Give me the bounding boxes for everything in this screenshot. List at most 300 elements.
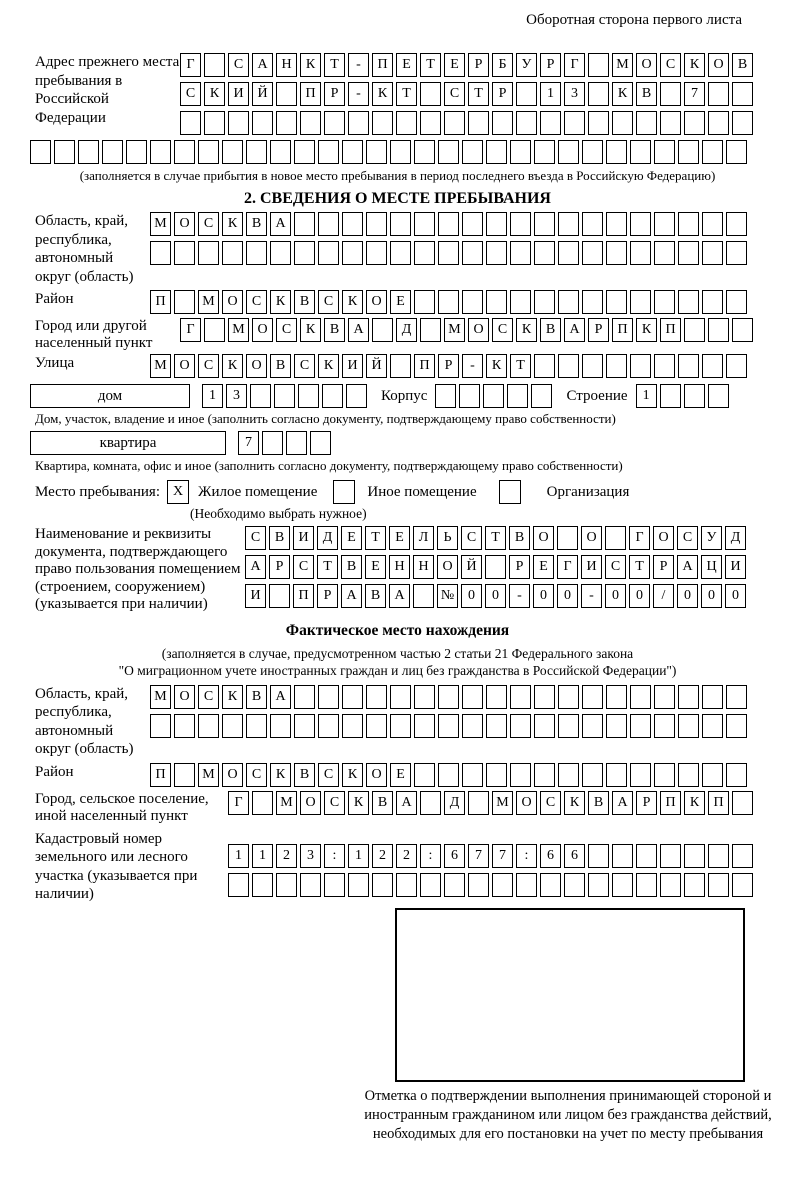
char-cell[interactable] xyxy=(486,714,507,738)
char-cell[interactable] xyxy=(252,791,273,815)
char-cell[interactable] xyxy=(462,685,483,709)
char-cell[interactable] xyxy=(534,212,555,236)
char-cell[interactable]: С xyxy=(198,685,219,709)
char-cell[interactable] xyxy=(126,140,147,164)
char-cell[interactable] xyxy=(54,140,75,164)
char-cell[interactable]: Е xyxy=(533,555,554,579)
char-cell[interactable]: У xyxy=(516,53,537,77)
char-cell[interactable]: 0 xyxy=(605,584,626,608)
char-cell[interactable]: Р xyxy=(269,555,290,579)
char-cell[interactable] xyxy=(270,140,291,164)
char-cell[interactable] xyxy=(510,290,531,314)
char-cell[interactable]: Р xyxy=(324,82,345,106)
char-cell[interactable] xyxy=(468,791,489,815)
char-cell[interactable]: В xyxy=(509,526,530,550)
char-cell[interactable]: М xyxy=(228,318,249,342)
char-cell[interactable] xyxy=(198,241,219,265)
char-cell[interactable]: А xyxy=(348,318,369,342)
char-cell[interactable] xyxy=(606,354,627,378)
char-cell[interactable] xyxy=(540,111,561,135)
char-cell[interactable]: С xyxy=(198,212,219,236)
char-cell[interactable] xyxy=(468,873,489,897)
char-cell[interactable]: Е xyxy=(396,53,417,77)
char-cell[interactable]: 0 xyxy=(677,584,698,608)
char-cell[interactable]: С xyxy=(276,318,297,342)
char-cell[interactable]: Т xyxy=(365,526,386,550)
char-cell[interactable] xyxy=(534,354,555,378)
char-cell[interactable]: Т xyxy=(396,82,417,106)
char-cell[interactable] xyxy=(534,241,555,265)
char-cell[interactable] xyxy=(486,212,507,236)
char-cell[interactable]: С xyxy=(444,82,465,106)
char-cell[interactable] xyxy=(558,140,579,164)
char-cell[interactable]: Ц xyxy=(701,555,722,579)
char-cell[interactable] xyxy=(654,763,675,787)
char-cell[interactable]: О xyxy=(174,354,195,378)
char-cell[interactable]: В xyxy=(588,791,609,815)
char-cell[interactable] xyxy=(510,714,531,738)
char-cell[interactable]: 0 xyxy=(485,584,506,608)
char-cell[interactable]: Р xyxy=(636,791,657,815)
char-cell[interactable]: Р xyxy=(492,82,513,106)
char-cell[interactable] xyxy=(342,140,363,164)
char-cell[interactable]: Р xyxy=(540,53,561,77)
char-cell[interactable] xyxy=(630,140,651,164)
char-cell[interactable] xyxy=(444,111,465,135)
char-cell[interactable] xyxy=(438,212,459,236)
char-cell[interactable] xyxy=(294,714,315,738)
char-cell[interactable] xyxy=(708,111,729,135)
char-cell[interactable] xyxy=(588,844,609,868)
char-cell[interactable] xyxy=(396,873,417,897)
char-cell[interactable]: 0 xyxy=(629,584,650,608)
char-cell[interactable] xyxy=(228,873,249,897)
char-cell[interactable]: П xyxy=(660,791,681,815)
char-cell[interactable] xyxy=(684,318,705,342)
char-cell[interactable]: А xyxy=(270,212,291,236)
char-cell[interactable] xyxy=(276,82,297,106)
char-cell[interactable] xyxy=(462,714,483,738)
char-cell[interactable]: И xyxy=(342,354,363,378)
char-cell[interactable]: 1 xyxy=(636,384,657,408)
char-cell[interactable] xyxy=(582,140,603,164)
char-cell[interactable] xyxy=(531,384,552,408)
char-cell[interactable]: У xyxy=(701,526,722,550)
char-cell[interactable]: А xyxy=(270,685,291,709)
char-cell[interactable] xyxy=(678,763,699,787)
char-cell[interactable]: Т xyxy=(510,354,531,378)
char-cell[interactable] xyxy=(390,354,411,378)
char-cell[interactable] xyxy=(322,384,343,408)
char-cell[interactable] xyxy=(252,873,273,897)
char-cell[interactable] xyxy=(636,844,657,868)
char-cell[interactable] xyxy=(654,212,675,236)
char-cell[interactable] xyxy=(702,290,723,314)
char-cell[interactable] xyxy=(204,53,225,77)
char-cell[interactable] xyxy=(606,140,627,164)
char-cell[interactable] xyxy=(276,873,297,897)
char-cell[interactable] xyxy=(534,714,555,738)
char-cell[interactable]: Н xyxy=(413,555,434,579)
char-cell[interactable] xyxy=(483,384,504,408)
char-cell[interactable] xyxy=(678,685,699,709)
char-cell[interactable]: С xyxy=(246,290,267,314)
char-cell[interactable]: П xyxy=(708,791,729,815)
char-cell[interactable]: - xyxy=(581,584,602,608)
char-cell[interactable] xyxy=(342,241,363,265)
char-cell[interactable] xyxy=(438,714,459,738)
char-cell[interactable]: В xyxy=(372,791,393,815)
char-cell[interactable] xyxy=(726,763,747,787)
char-cell[interactable]: О xyxy=(222,290,243,314)
char-cell[interactable] xyxy=(678,354,699,378)
char-cell[interactable] xyxy=(732,791,753,815)
char-cell[interactable] xyxy=(222,241,243,265)
char-cell[interactable]: П xyxy=(150,290,171,314)
char-cell[interactable] xyxy=(438,763,459,787)
char-cell[interactable] xyxy=(684,384,705,408)
char-cell[interactable]: К xyxy=(342,290,363,314)
char-cell[interactable]: П xyxy=(293,584,314,608)
char-cell[interactable] xyxy=(606,714,627,738)
char-cell[interactable]: С xyxy=(228,53,249,77)
char-cell[interactable]: О xyxy=(252,318,273,342)
char-cell[interactable]: А xyxy=(245,555,266,579)
char-cell[interactable]: К xyxy=(204,82,225,106)
char-cell[interactable] xyxy=(582,354,603,378)
char-cell[interactable] xyxy=(174,140,195,164)
char-cell[interactable]: О xyxy=(636,53,657,77)
char-cell[interactable]: И xyxy=(293,526,314,550)
char-cell[interactable]: : xyxy=(420,844,441,868)
char-cell[interactable] xyxy=(222,714,243,738)
char-cell[interactable]: 0 xyxy=(701,584,722,608)
char-cell[interactable]: Т xyxy=(324,53,345,77)
char-cell[interactable] xyxy=(702,354,723,378)
char-cell[interactable] xyxy=(708,384,729,408)
char-cell[interactable]: К xyxy=(348,791,369,815)
char-cell[interactable] xyxy=(390,241,411,265)
char-cell[interactable] xyxy=(318,140,339,164)
char-cell[interactable] xyxy=(588,53,609,77)
char-cell[interactable]: / xyxy=(653,584,674,608)
char-cell[interactable] xyxy=(246,714,267,738)
char-cell[interactable]: № xyxy=(437,584,458,608)
char-cell[interactable] xyxy=(420,82,441,106)
char-cell[interactable] xyxy=(270,241,291,265)
char-cell[interactable]: П xyxy=(612,318,633,342)
char-cell[interactable] xyxy=(390,212,411,236)
char-cell[interactable] xyxy=(660,384,681,408)
char-cell[interactable]: В xyxy=(365,584,386,608)
char-cell[interactable] xyxy=(102,140,123,164)
char-cell[interactable]: Т xyxy=(420,53,441,77)
char-cell[interactable] xyxy=(582,212,603,236)
char-cell[interactable] xyxy=(630,685,651,709)
char-cell[interactable] xyxy=(342,714,363,738)
char-cell[interactable]: 6 xyxy=(540,844,561,868)
char-cell[interactable]: Г xyxy=(629,526,650,550)
char-cell[interactable]: К xyxy=(300,53,321,77)
char-cell[interactable]: И xyxy=(581,555,602,579)
char-cell[interactable] xyxy=(246,241,267,265)
char-cell[interactable]: : xyxy=(516,844,537,868)
char-cell[interactable]: К xyxy=(684,53,705,77)
char-cell[interactable] xyxy=(420,873,441,897)
char-cell[interactable]: Е xyxy=(341,526,362,550)
char-cell[interactable]: 7 xyxy=(684,82,705,106)
char-cell[interactable]: Е xyxy=(444,53,465,77)
char-cell[interactable]: С xyxy=(294,354,315,378)
char-cell[interactable]: 3 xyxy=(300,844,321,868)
char-cell[interactable]: П xyxy=(300,82,321,106)
char-cell[interactable]: А xyxy=(564,318,585,342)
char-cell[interactable] xyxy=(420,111,441,135)
char-cell[interactable] xyxy=(726,140,747,164)
char-cell[interactable]: Р xyxy=(509,555,530,579)
char-cell[interactable]: Н xyxy=(276,53,297,77)
char-cell[interactable] xyxy=(294,241,315,265)
char-cell[interactable] xyxy=(414,763,435,787)
char-cell[interactable]: К xyxy=(372,82,393,106)
char-cell[interactable]: А xyxy=(396,791,417,815)
char-cell[interactable] xyxy=(564,873,585,897)
char-cell[interactable] xyxy=(606,685,627,709)
char-cell[interactable] xyxy=(702,140,723,164)
char-cell[interactable] xyxy=(310,431,331,455)
char-cell[interactable] xyxy=(678,212,699,236)
char-cell[interactable] xyxy=(438,685,459,709)
char-cell[interactable] xyxy=(390,685,411,709)
char-cell[interactable]: К xyxy=(270,290,291,314)
char-cell[interactable] xyxy=(372,318,393,342)
char-cell[interactable]: В xyxy=(246,212,267,236)
char-cell[interactable]: Г xyxy=(228,791,249,815)
char-cell[interactable] xyxy=(534,685,555,709)
char-cell[interactable] xyxy=(252,111,273,135)
char-cell[interactable] xyxy=(510,685,531,709)
char-cell[interactable]: Р xyxy=(317,584,338,608)
char-cell[interactable]: К xyxy=(636,318,657,342)
char-cell[interactable] xyxy=(606,212,627,236)
char-cell[interactable] xyxy=(372,873,393,897)
char-cell[interactable] xyxy=(708,873,729,897)
char-cell[interactable]: А xyxy=(252,53,273,77)
char-cell[interactable]: В xyxy=(732,53,753,77)
char-cell[interactable]: К xyxy=(486,354,507,378)
char-cell[interactable] xyxy=(366,212,387,236)
char-cell[interactable] xyxy=(486,140,507,164)
char-cell[interactable] xyxy=(492,111,513,135)
char-cell[interactable] xyxy=(486,763,507,787)
char-cell[interactable]: О xyxy=(581,526,602,550)
char-cell[interactable] xyxy=(702,212,723,236)
char-cell[interactable] xyxy=(342,685,363,709)
char-cell[interactable]: Т xyxy=(317,555,338,579)
char-cell[interactable] xyxy=(630,290,651,314)
char-cell[interactable] xyxy=(636,873,657,897)
char-cell[interactable]: К xyxy=(516,318,537,342)
char-cell[interactable] xyxy=(588,82,609,106)
char-cell[interactable] xyxy=(438,241,459,265)
char-cell[interactable] xyxy=(462,212,483,236)
char-cell[interactable]: В xyxy=(269,526,290,550)
char-cell[interactable]: М xyxy=(276,791,297,815)
char-cell[interactable]: 2 xyxy=(396,844,417,868)
char-cell[interactable]: О xyxy=(468,318,489,342)
char-cell[interactable] xyxy=(606,290,627,314)
char-cell[interactable]: Й xyxy=(366,354,387,378)
char-cell[interactable]: Е xyxy=(389,526,410,550)
char-cell[interactable]: 7 xyxy=(238,431,259,455)
char-cell[interactable] xyxy=(366,140,387,164)
char-cell[interactable]: Т xyxy=(629,555,650,579)
char-cell[interactable] xyxy=(684,844,705,868)
char-cell[interactable]: С xyxy=(660,53,681,77)
char-cell[interactable]: Г xyxy=(180,318,201,342)
char-cell[interactable] xyxy=(390,140,411,164)
char-cell[interactable] xyxy=(630,212,651,236)
char-cell[interactable] xyxy=(654,354,675,378)
char-cell[interactable]: Д xyxy=(317,526,338,550)
char-cell[interactable] xyxy=(678,290,699,314)
char-cell[interactable] xyxy=(702,685,723,709)
char-cell[interactable] xyxy=(558,354,579,378)
char-cell[interactable] xyxy=(366,714,387,738)
char-cell[interactable] xyxy=(534,140,555,164)
checkbox-dwelling[interactable]: X xyxy=(167,480,189,504)
char-cell[interactable]: О xyxy=(533,526,554,550)
char-cell[interactable] xyxy=(420,791,441,815)
char-cell[interactable]: А xyxy=(341,584,362,608)
char-cell[interactable] xyxy=(557,526,578,550)
char-cell[interactable]: Б xyxy=(492,53,513,77)
char-cell[interactable] xyxy=(684,873,705,897)
char-cell[interactable]: Н xyxy=(389,555,410,579)
char-cell[interactable] xyxy=(732,111,753,135)
char-cell[interactable]: Д xyxy=(444,791,465,815)
char-cell[interactable] xyxy=(630,714,651,738)
char-cell[interactable] xyxy=(558,685,579,709)
char-cell[interactable]: С xyxy=(246,763,267,787)
char-cell[interactable] xyxy=(414,241,435,265)
char-cell[interactable] xyxy=(462,241,483,265)
char-cell[interactable]: О xyxy=(437,555,458,579)
char-cell[interactable] xyxy=(318,212,339,236)
char-cell[interactable]: О xyxy=(516,791,537,815)
char-cell[interactable] xyxy=(654,140,675,164)
char-cell[interactable]: М xyxy=(150,354,171,378)
char-cell[interactable]: П xyxy=(414,354,435,378)
char-cell[interactable] xyxy=(222,140,243,164)
char-cell[interactable]: И xyxy=(725,555,746,579)
char-cell[interactable]: Г xyxy=(180,53,201,77)
char-cell[interactable]: К xyxy=(318,354,339,378)
char-cell[interactable] xyxy=(468,111,489,135)
char-cell[interactable]: 7 xyxy=(468,844,489,868)
char-cell[interactable] xyxy=(702,714,723,738)
char-cell[interactable]: К xyxy=(342,763,363,787)
char-cell[interactable] xyxy=(534,290,555,314)
char-cell[interactable] xyxy=(390,714,411,738)
char-cell[interactable]: - xyxy=(348,53,369,77)
char-cell[interactable] xyxy=(726,714,747,738)
char-cell[interactable]: В xyxy=(270,354,291,378)
char-cell[interactable]: М xyxy=(612,53,633,77)
char-cell[interactable] xyxy=(318,241,339,265)
char-cell[interactable] xyxy=(612,844,633,868)
checkbox-organization[interactable] xyxy=(499,480,521,504)
char-cell[interactable] xyxy=(414,290,435,314)
char-cell[interactable]: Р xyxy=(653,555,674,579)
char-cell[interactable] xyxy=(564,111,585,135)
char-cell[interactable]: 1 xyxy=(252,844,273,868)
char-cell[interactable]: С xyxy=(198,354,219,378)
char-cell[interactable]: О xyxy=(653,526,674,550)
char-cell[interactable]: П xyxy=(150,763,171,787)
char-cell[interactable]: Л xyxy=(413,526,434,550)
char-cell[interactable]: К xyxy=(222,354,243,378)
char-cell[interactable] xyxy=(654,714,675,738)
char-cell[interactable] xyxy=(250,384,271,408)
char-cell[interactable] xyxy=(204,318,225,342)
char-cell[interactable] xyxy=(510,241,531,265)
char-cell[interactable]: А xyxy=(612,791,633,815)
char-cell[interactable]: - xyxy=(462,354,483,378)
char-cell[interactable] xyxy=(732,844,753,868)
char-cell[interactable] xyxy=(198,140,219,164)
char-cell[interactable]: С xyxy=(677,526,698,550)
char-cell[interactable] xyxy=(462,763,483,787)
char-cell[interactable] xyxy=(444,873,465,897)
char-cell[interactable]: 2 xyxy=(372,844,393,868)
char-cell[interactable] xyxy=(582,290,603,314)
char-cell[interactable]: О xyxy=(708,53,729,77)
char-cell[interactable]: С xyxy=(318,290,339,314)
char-cell[interactable] xyxy=(510,212,531,236)
char-cell[interactable]: 3 xyxy=(564,82,585,106)
char-cell[interactable] xyxy=(582,685,603,709)
char-cell[interactable] xyxy=(420,318,441,342)
char-cell[interactable]: Г xyxy=(557,555,578,579)
char-cell[interactable] xyxy=(372,111,393,135)
char-cell[interactable] xyxy=(462,290,483,314)
char-cell[interactable]: М xyxy=(198,290,219,314)
char-cell[interactable] xyxy=(726,685,747,709)
char-cell[interactable]: М xyxy=(150,212,171,236)
char-cell[interactable]: О xyxy=(174,212,195,236)
char-cell[interactable] xyxy=(582,763,603,787)
char-cell[interactable]: М xyxy=(198,763,219,787)
char-cell[interactable]: О xyxy=(300,791,321,815)
char-cell[interactable] xyxy=(630,763,651,787)
char-cell[interactable] xyxy=(204,111,225,135)
char-cell[interactable]: Е xyxy=(365,555,386,579)
char-cell[interactable] xyxy=(414,685,435,709)
char-cell[interactable] xyxy=(459,384,480,408)
char-cell[interactable] xyxy=(324,873,345,897)
char-cell[interactable] xyxy=(174,714,195,738)
char-cell[interactable]: П xyxy=(372,53,393,77)
char-cell[interactable]: С xyxy=(245,526,266,550)
char-cell[interactable] xyxy=(678,241,699,265)
char-cell[interactable] xyxy=(702,763,723,787)
char-cell[interactable] xyxy=(174,290,195,314)
char-cell[interactable] xyxy=(510,763,531,787)
char-cell[interactable] xyxy=(582,714,603,738)
char-cell[interactable] xyxy=(612,873,633,897)
char-cell[interactable]: 7 xyxy=(492,844,513,868)
